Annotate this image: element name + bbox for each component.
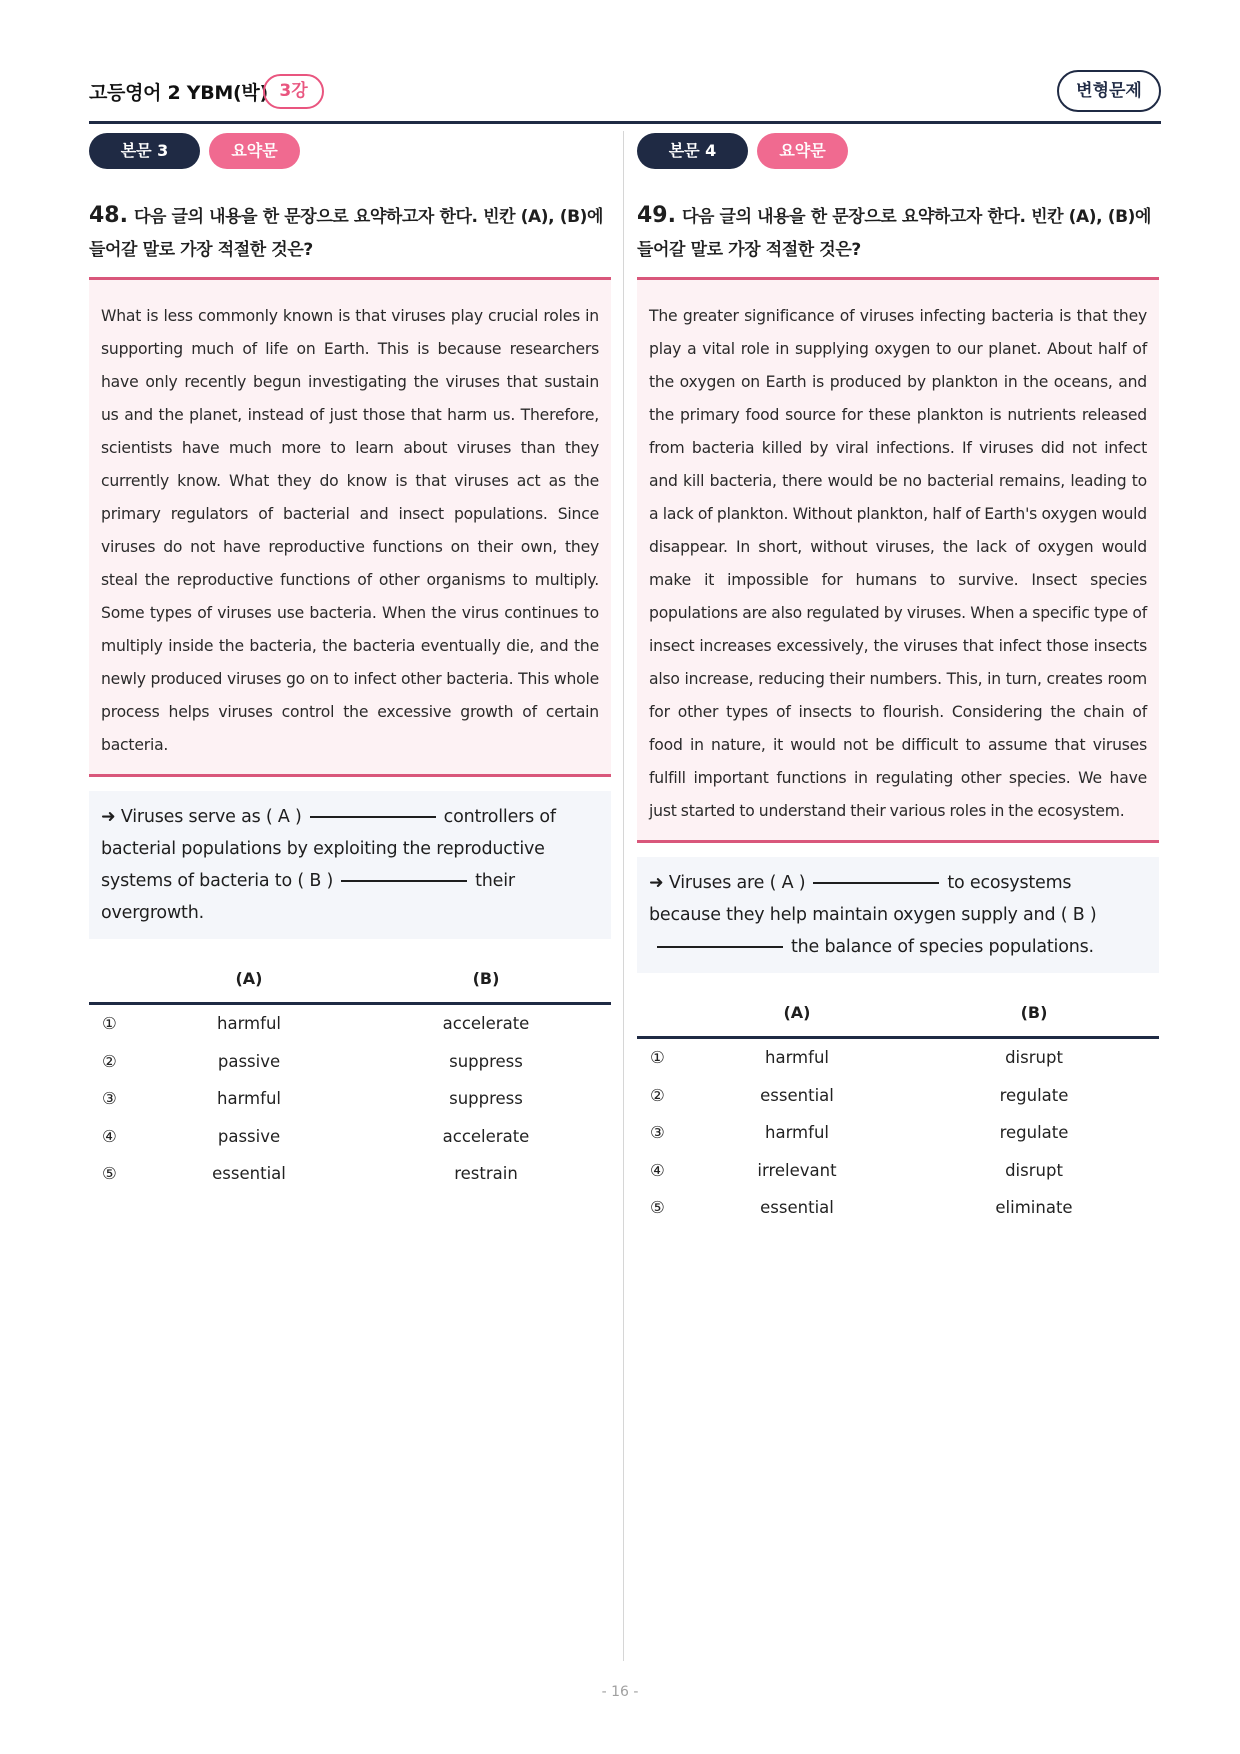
question-prompt [89,199,611,280]
summary-part-2: controllers of bacterial populations by exploiting the reproductive systems of bacteria to ( B ) [101,807,556,891]
page-header [89,70,1161,124]
right-column [637,133,1159,1227]
blank-a [310,816,436,818]
summary-part-2: to ecosystems because they help maintain oxygen supply and ( B ) [649,873,1097,925]
choice-row[interactable] [89,1043,611,1081]
column-b-header: (B) [472,969,500,988]
choice-a: passive [217,1051,281,1071]
column-a-header: (A) [783,1003,811,1022]
passage: The greater significance of viruses infecting bacteria is that they play a vital role in supplying oxygen to our planet. About half of the oxygen on Earth is produced by plankton in the oceans, and the primary food source for these plankton is nutrients released from bacteria killed by viral infections. If viruses did not infect and kill bacteria, there would be no bacterial remains, leading to a lack of plankton. Without plankton, half of Earth's oxygen would disappear. In short, without viruses, the lack of oxygen would make it impossible for humans to survive. Insect species populations are also regulated by viruses. When a specific type of insect increases excessively, the viruses that infect those insects also increase, reducing their numbers. This, in turn, creates room for other types of insects to flourish. Considering the chain of food in nature, it would not be difficult to assume that viruses fulfill important functions in regulating other species. We have just started to understand their various roles in the ecosystem. [637,280,1159,843]
choice-a: harmful [765,1123,829,1142]
choice-row[interactable] [637,1077,1159,1115]
summary-part-1: ➜ Viruses are ( A ) [649,873,806,893]
question-number: 48. [89,203,128,228]
choice-number: ⑤ [102,1164,117,1183]
choice-row[interactable] [637,1039,1159,1077]
document-title: 고등영어 2 YBM(박) [89,82,268,104]
choice-a: harmful [765,1048,829,1067]
choice-b: suppress [449,1089,523,1108]
choice-row[interactable] [89,1005,611,1043]
choice-row[interactable] [637,1152,1159,1190]
choice-b: accelerate [442,1126,530,1146]
answer-choices [89,957,611,1193]
choices-header [637,991,1159,1039]
column-divider [623,131,624,1661]
column-a-header: (A) [235,969,263,988]
choice-b: eliminate [995,1198,1073,1217]
summary-part-3: the balance of species populations. [791,937,1094,957]
choice-b: accelerate [442,1014,530,1033]
question-kind-tag: 요약문 [209,133,300,169]
choice-number: ⑤ [650,1198,665,1217]
choices-header [89,957,611,1005]
section-label: 본문 3 [89,133,200,169]
choice-row[interactable] [89,1118,611,1156]
choice-number: ④ [102,1126,117,1146]
choice-a: essential [212,1164,286,1183]
choice-row[interactable] [89,1080,611,1118]
choice-b: disrupt [1005,1160,1063,1180]
question-type-badge: 변형문제 [1057,70,1161,112]
choice-a: essential [760,1085,834,1105]
choice-b: suppress [449,1051,523,1071]
choice-a: harmful [217,1014,281,1033]
question-text: 다음 글의 내용을 한 문장으로 요약하고자 한다. 빈칸 (A), (B)에 들어갈 말로 가장 적절한 것은? [637,207,1152,260]
question-text: 다음 글의 내용을 한 문장으로 요약하고자 한다. 빈칸 (A), (B)에 들어갈 말로 가장 적절한 것은? [89,207,604,260]
choice-b: disrupt [1005,1048,1063,1067]
section-tags [89,133,611,169]
section-label: 본문 4 [637,133,748,169]
choice-row[interactable] [637,1114,1159,1152]
choice-number: ① [650,1048,665,1067]
choice-a: passive [217,1126,281,1146]
choice-number: ② [650,1085,665,1105]
choice-row[interactable] [89,1155,611,1193]
blank-b [341,880,467,882]
blank-a [813,882,939,884]
section-tags [637,133,1159,169]
summary-part-1: ➜ Viruses serve as ( A ) [101,807,302,827]
choice-number: ③ [102,1089,117,1108]
lesson-badge: 3강 [263,74,324,109]
page-number: - 16 - [601,1684,639,1700]
choice-b: restrain [454,1164,518,1183]
choice-number: ④ [650,1160,665,1180]
passage: What is less commonly known is that viruses play crucial roles in supporting much of life on Earth. This is because researchers have only recently begun investigating the viruses that sustain us and the planet, instead of just those that harm us. Therefore, scientists have much more to learn about viruses than they currently know. What they do know is that viruses act as the primary regulators of bacterial and insect populations. Since viruses do not have reproductive functions on their own, they steal the reproductive functions of other organisms to multiply. Some types of viruses use bacteria. When the virus continues to multiply inside the bacteria, the bacteria eventually die, and the newly produced viruses go on to infect other bacteria. This whole process helps viruses control the excessive growth of certain bacteria. [89,280,611,777]
choice-number: ① [102,1014,117,1033]
choice-a: harmful [217,1089,281,1108]
question-prompt [637,199,1159,280]
blank-b [657,946,783,948]
column-b-header: (B) [1020,1003,1048,1022]
summary-sentence [637,857,1159,973]
left-column [89,133,611,1193]
choice-number: ② [102,1051,117,1071]
choice-number: ③ [650,1123,665,1142]
question-number: 49. [637,203,676,228]
choice-row[interactable] [637,1189,1159,1227]
choice-b: regulate [999,1123,1069,1142]
answer-choices [637,991,1159,1227]
summary-part-3: their overgrowth. [101,871,515,923]
choice-a: irrelevant [757,1160,837,1180]
choice-b: regulate [999,1085,1069,1105]
choice-a: essential [760,1198,834,1217]
summary-sentence [89,791,611,939]
question-kind-tag: 요약문 [757,133,848,169]
